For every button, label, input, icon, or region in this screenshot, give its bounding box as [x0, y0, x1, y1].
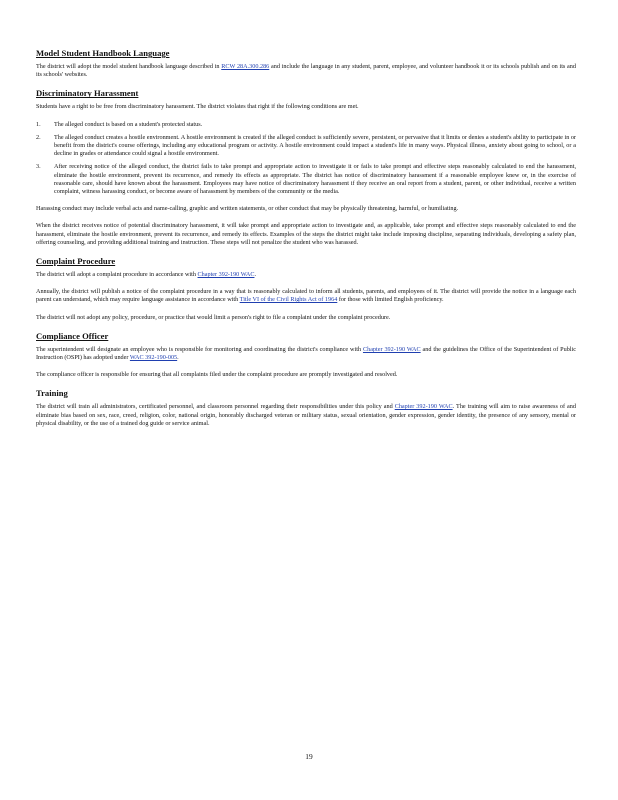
list-item: 3. After receiving notice of the alleged conduct, the district fails to take prompt and appropriate action to investigate it or fails to take prompt and effective steps reasonably calculated to end the harassment, eliminate the hostile environment, prevent its recurrence, and remedy its effects as appropriate. The district has notice of discriminatory harassment if a reasonable employee knew or, in the exercise of reasonable care, should have known about the harassment. Employees may have notice of discriminatory harassment if they receive an oral report from a student, parent, or other individual, receive a written complaint, witness harassing conduct, or become aware of harassment by members of the community or the media.: [36, 163, 576, 196]
rcw-link[interactable]: RCW 28A.300.286: [221, 63, 270, 70]
heading-compliance-officer: Compliance Officer: [36, 330, 109, 341]
model-paragraph: The district will adopt the model student handbook language described in RCW 28A.300.286 and include the language in any student, parent, employee, and volunteer handbook it or its schools publish and on its and its schools' websites.: [36, 63, 576, 79]
officer-paragraph-1: The superintendent will designate an employee who is responsible for monitoring and coordinating the district's compliance with Chapter 392-190 WAC and the guidelines the Office of the Superintendent of Public Instruction (OSPI) has adopted under WAC 392-190-005.: [36, 345, 576, 362]
complaint-paragraph-1: The district will adopt a complaint procedure in accordance with Chapter 392-190 WAC.: [36, 271, 257, 279]
training-paragraph: The district will train all administrators, certificated personnel, and classroom personnel regarding their responsibilities under this policy and Chapter 392-190 WAC. The training will aim to raise awareness of and eliminate bias based on sex, race, creed, religion, color, national origin, honorably discharged veteran or military status, sexual orientation, gender expression, gender identity, the presence of any sensory, mental or physical disability, or the use of a trained dog guide or service animal.: [36, 403, 576, 427]
page-number: 19: [305, 752, 313, 761]
chapter-392-190-wac-link[interactable]: Chapter 392-190 WAC: [394, 403, 453, 411]
discrim-intro: Students have a right to be free from discriminatory harassment. The district violates that right if the following conditions are met.: [36, 103, 359, 111]
heading-model-student-handbook: Model Student Handbook Language: [36, 48, 170, 58]
officer-paragraph-2: The compliance officer is responsible for ensuring that all complaints filed under the complaint procedure are promptly investigated and resolved.: [36, 371, 398, 379]
harassing-conduct-paragraph: Harassing conduct may include verbal acts and name-calling, graphic and written statements, or other conduct that may be physically threatening, harmful, or humiliating.: [36, 205, 459, 213]
heading-complaint-procedure: Complaint Procedure: [36, 256, 116, 267]
heading-training: Training: [36, 388, 68, 399]
complaint-paragraph-2: Annually, the district will publish a notice of the complaint procedure in a way that is reasonably calculated to inform all students, parents, and employees of it. The district will provide the notice in a language each parent can understand, which may require language assistance in accordance with Title VI of the Civil Rights Act of 1964 for those with limited English proficiency.: [36, 288, 576, 304]
chapter-392-190-wac-link[interactable]: Chapter 392-190 WAC: [197, 271, 255, 279]
heading-discriminatory-harassment: Discriminatory Harassment: [36, 88, 139, 99]
title-vi-link[interactable]: Title VI of the Civil Rights Act of 1964: [239, 296, 338, 304]
conditions-list: [36, 121, 576, 197]
complaint-paragraph-3: The district will not adopt any policy, procedure, or practice that would limit a person's right to file a complaint under the complaint procedure.: [36, 313, 391, 321]
list-item: 1. The alleged conduct is based on a student's protected status.: [36, 120, 203, 128]
page-content: [36, 48, 576, 437]
district-notice-paragraph: When the district receives notice of potential discriminatory harassment, it will take prompt and appropriate action to investigate and, as applicable, take prompt and effective steps reasonably calculated to end the harassment, eliminate the hostile environment, prevent its recurrence, and remedy its effects. Examples of the steps the district might take include imposing discipline, separating individuals, developing a safety plan, offering counseling, and providing additional training and instruction. These steps will not penalize the student who was harassed.: [36, 222, 576, 246]
wac-392-190-005-link[interactable]: WAC 392-190-005: [129, 354, 178, 362]
list-item: 2. The alleged conduct creates a hostile environment. A hostile environment is created if the alleged conduct is sufficiently severe, persistent, or pervasive that it limits or denies a student's ability to participate in or benefit from the district's course offerings, including any educational program or activity. A hostile environment could impact a student's life in many ways. Physical illness, anxiety about going to school, or a decline in grades or attendance could signal a hostile environment.: [36, 133, 576, 158]
chapter-392-190-wac-link[interactable]: Chapter 392-190 WAC: [362, 345, 421, 353]
